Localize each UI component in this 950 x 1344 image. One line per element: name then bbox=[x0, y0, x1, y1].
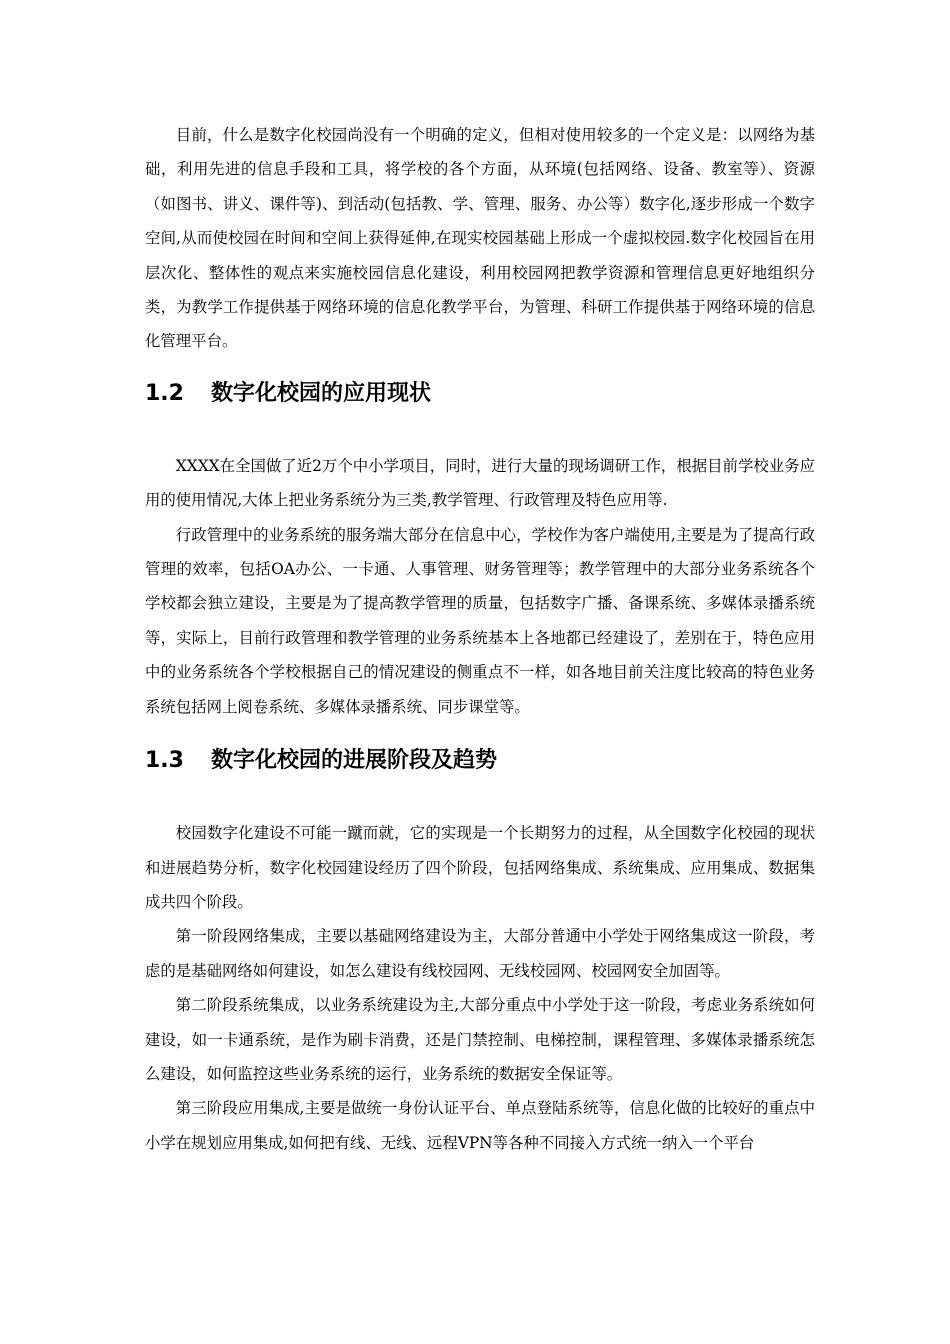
section-title: 数字化校园的进展阶段及趋势 bbox=[211, 748, 498, 774]
section-number: 1.2 bbox=[145, 380, 184, 406]
section-1-3-body bbox=[145, 816, 815, 1160]
section-heading-1-2 bbox=[145, 379, 815, 409]
intro-paragraph: 目前，什么是数字化校园尚没有一个明确的定义，但相对使用较多的一个定义是：以网络为基础，利用先进的信息手段和工具，将学校的各个方面，从环境(包括网络、设备、教室等）、资源（如图书、讲义、课件等)、到活动(包括教、学、管理、服务、办公等）数字化,逐步形成一个数字空间,从而使校园在时间和空间上获得延伸,在现实校园基础上形成一个虚拟校园.数字化校园旨在用层次化、整体性的观点来实施校园信息化建设，利用校园网把教学资源和管理信息更好地组织分类，为教学工作提供基于网络环境的信息化教学平台，为管理、科研工作提供基于网络环境的信息化管理平台。 bbox=[145, 126, 815, 351]
section-title: 数字化校园的应用现状 bbox=[211, 380, 432, 406]
paragraph: XXXX在全国做了近2万个中小学项目，同时，进行大量的现场调研工作，根据目前学校业务应用的使用情况,大体上把业务系统分为三类,教学管理、行政管理及特色应用等. bbox=[145, 456, 815, 510]
document-body bbox=[145, 118, 815, 1160]
paragraph: 行政管理中的业务系统的服务端大部分在信息中心，学校作为客户端使用,主要是为了提高行政管理的效率，包括OA办公、一卡通、人事管理、财务管理等；教学管理中的大部分业务系统各个学校都会独立建设，主要是为了提高教学管理的质量，包括数字广播、备课系统、多媒体录播系统等，实际上，目前行政管理和教学管理的业务系统基本上各地都已经建设了，差别在于，特色应用中的业务系统各个学校根据自己的情况建设的侧重点不一样，如各地目前关注度比较高的特色业务系统包括网上阅卷系统、多媒体录播系统、同步课堂等。 bbox=[145, 525, 815, 716]
section-1-2-body bbox=[145, 449, 815, 724]
paragraph: 校园数字化建设不可能一蹴而就，它的实现是一个长期努力的过程，从全国数字化校园的现状和进展趋势分析，数字化校园建设经历了四个阶段，包括网络集成、系统集成、应用集成、数据集成共四个阶段。 bbox=[145, 824, 815, 911]
paragraph: 第二阶段系统集成，以业务系统建设为主,大部分重点中小学处于这一阶段，考虑业务系统如何建设，如一卡通系统，是作为刷卡消费，还是门禁控制、电梯控制，课程管理、多媒体录播系统怎么建设，如何监控这些业务系统的运行，业务系统的数据安全保证等。 bbox=[145, 996, 815, 1083]
paragraph: 第一阶段网络集成，主要以基础网络建设为主，大部分普通中小学处于网络集成这一阶段，考虑的是基础网络如何建设，如怎么建设有线校园网、无线校园网、校园网安全加固等。 bbox=[145, 927, 815, 980]
section-number: 1.3 bbox=[145, 748, 184, 774]
section-heading-1-3 bbox=[145, 746, 815, 776]
paragraph: 第三阶段应用集成,主要是做统一身份认证平台、单点登陆系统等，信息化做的比较好的重点中小学在规划应用集成,如何把有线、无线、远程VPN等各种不同接入方式统一纳入一个平台 bbox=[145, 1099, 815, 1152]
